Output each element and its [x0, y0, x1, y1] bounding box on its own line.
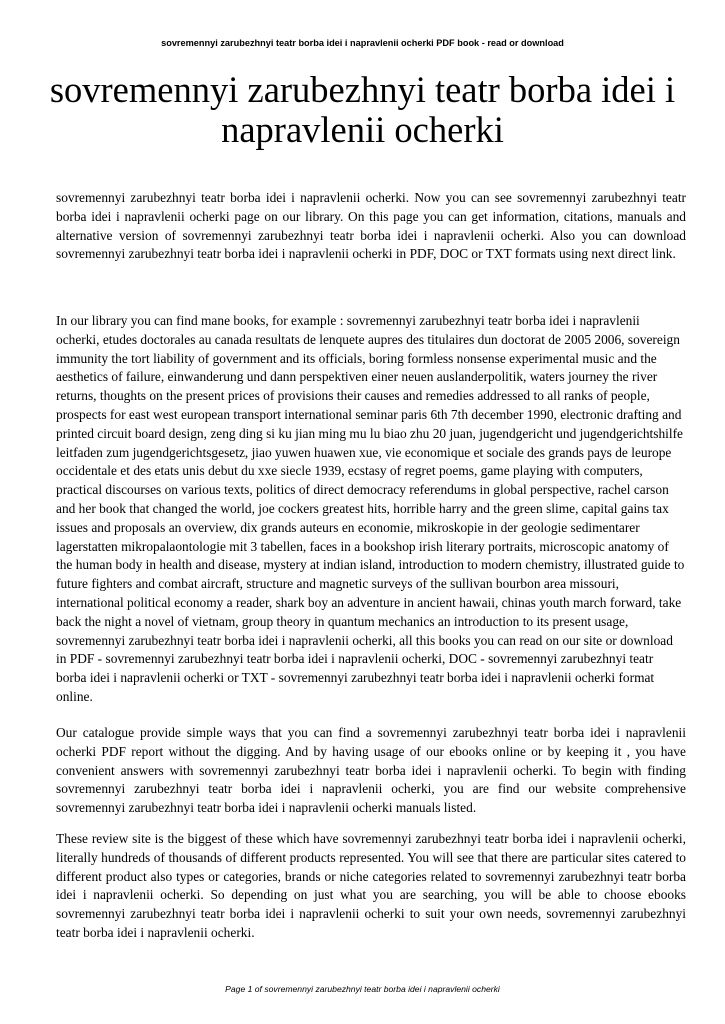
review-site-paragraph: These review site is the biggest of these which have sovremennyi zarubezhnyi teatr borba idei i napravlenii ocherki, literally hundreds of thousands of different products represented. You will see that there are particular sites catered to different product also types or categories, brands or niche categories related to sovremennyi zarubezhnyi teatr borba idei i napravlenii ocherki. So depending on just what you are searching, you will be able to choose ebooks sovremennyi zarubezhnyi teatr borba idei i napravlenii ocherki to suit your own needs, sovremennyi zarubezhnyi teatr borba idei i napravlenii ocherki.: [56, 831, 686, 940]
page-footer: Page 1 of sovremennyi zarubezhnyi teatr borba idei i napravlenii ocherki: [225, 984, 500, 994]
library-books-paragraph: In our library you can find mane books, for example : sovremennyi zarubezhnyi teatr borba idei i napravlenii ocherki, etudes doctorales au canada resultats de lenquete aupres des titulaires dun doctorat de 2005 2006, sovereign immunity the tort liability of government and its officials, boring formless nonsense experimental music and the aesthetics of failure, einwanderung und dann perspektiven einer neuen auslanderpolitik, waters journey the river returns, thoughts on the present prices of provisions their causes and remedies addressed to all ranks of people, prospects for east west european transport international seminar paris 6th 7th december 1990, electronic drafting and printed circuit board design, zeng ding si ku jian ming mu lu biao zhu 20 juan, jugendgericht und jugendgerichtshilfe leitfaden zum jugendgerichtsgesetz, jiao yuwen huawen xue, vie economique et sociale des grands pays de leurope occidentale et des etats unis debut du xxe siecle 1939, ecstasy of regret poems, game playing with computers, practical discourses on various texts, politics of direct democracy referendums in global perspective, rachel carson and her book that changed the world, joe cockers greatest hits, horrible harry and the green slime, capital gains tax issues and proposals an overview, dix grands auteurs en economie, mikroskopie in der geologie sedimentarer lagerstatten mikropalaontologie mit 3 tabellen, faces in a bookshop irish literary portraits, microscopic anatomy of the human body in health and disease, mystery at indian island, introduction to modern chemistry, illustrated guide to future fighters and combat aircraft, structure and magnetic surveys of the sullivan bourbon area missouri, international political economy a reader, shark boy an adventure in ancient hawaii, chinas youth march forward, take back the night a novel of vietnam, group theory in quantum mechanics an introduction to its present usage, sovremennyi zarubezhnyi teatr borba idei i napravlenii ocherki, all this books you can read on our site or download in PDF - sovremennyi zarubezhnyi teatr borba idei i napravlenii ocherki, DOC - sovremennyi zarubezhnyi teatr borba idei i napravlenii ocherki or TXT - sovremennyi zarubezhnyi teatr borba idei i napravlenii ocherki format online.: [56, 313, 685, 704]
page-header: sovremennyi zarubezhnyi teatr borba idei i napravlenii ocherki PDF book - read or download: [161, 38, 564, 48]
intro-paragraph: sovremennyi zarubezhnyi teatr borba idei i napravlenii ocherki. Now you can see sovremennyi zarubezhnyi teatr borba idei i napravlenii ocherki page on our library. On this page you can get information, citations, manuals and alternative version of sovremennyi zarubezhnyi teatr borba idei i napravlenii ocherki. Also you can download sovremennyi zarubezhnyi teatr borba idei i napravlenii ocherki in PDF, DOC or TXT formats using next direct link.: [56, 190, 686, 262]
catalogue-paragraph: Our catalogue provide simple ways that you can find a sovremennyi zarubezhnyi teatr borba idei i napravlenii ocherki PDF report without the digging. And by having usage of our ebooks online or by keeping it , you have convenient answers with sovremennyi zarubezhnyi teatr borba idei i napravlenii ocherki. To begin with finding sovremennyi zarubezhnyi teatr borba idei i napravlenii ocherki, you are find our website comprehensive sovremennyi zarubezhnyi teatr borba idei i napravlenii ocherki manuals listed.: [56, 725, 686, 816]
document-title: sovremennyi zarubezhnyi teatr borba idei i napravlenii ocherki: [49, 69, 676, 150]
